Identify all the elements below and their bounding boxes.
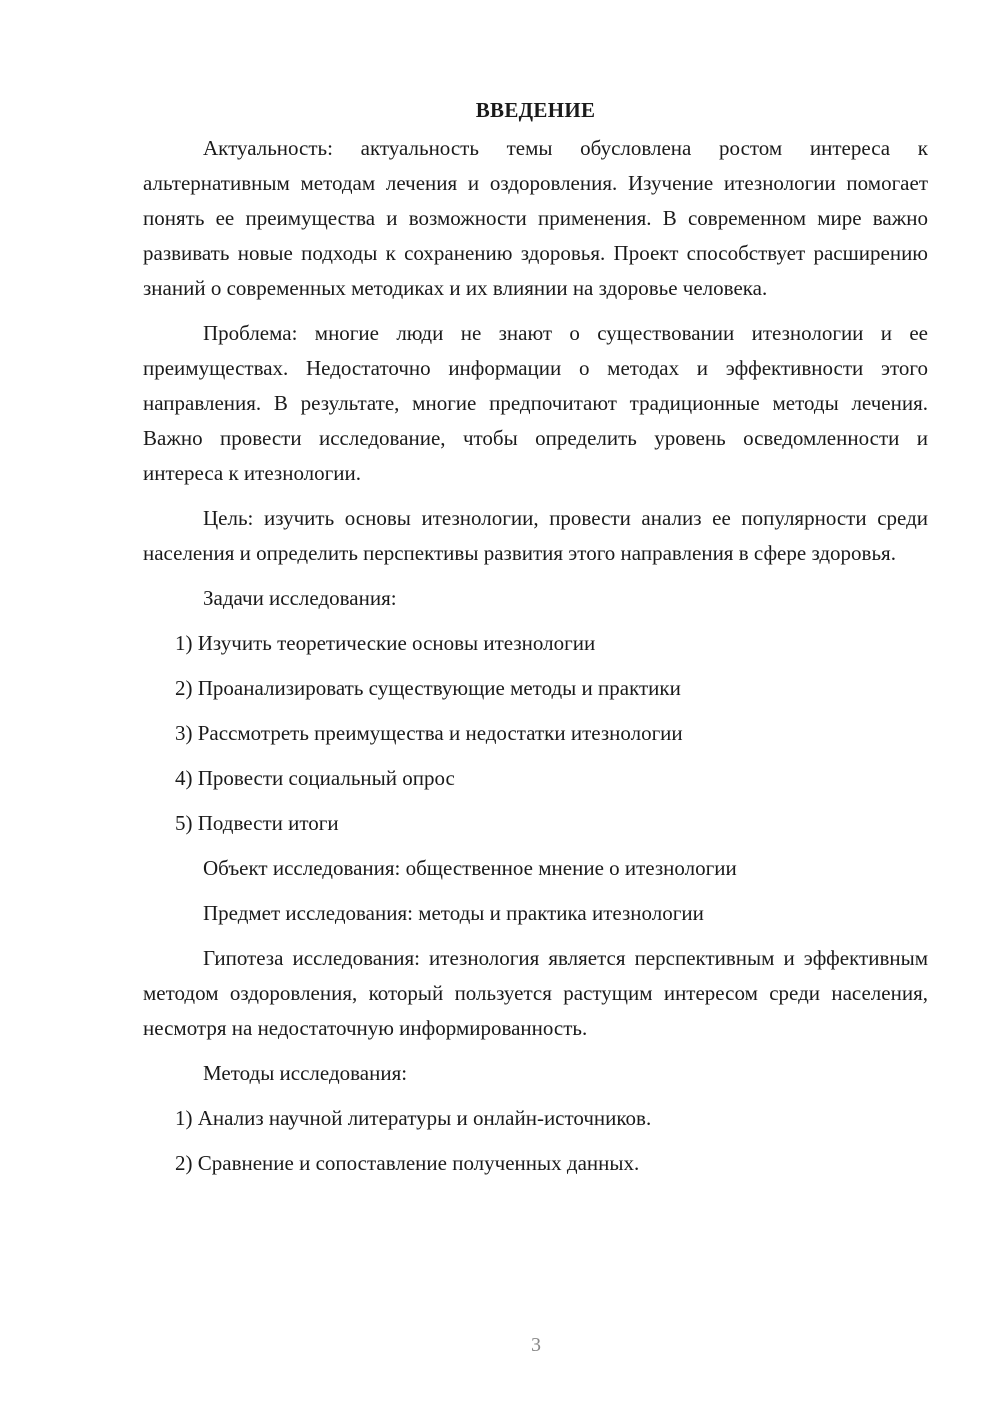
list-item: 1) Анализ научной литературы и онлайн-источников. [175,1106,652,1130]
tasks-heading: Задачи исследования: [203,586,397,610]
research-object: Объект исследования: общественное мнение о итезнологии [203,856,737,880]
list-item: 2) Проанализировать существующие методы и практики [175,676,681,700]
list-item: 3) Рассмотреть преимущества и недостатки итезнологии [175,721,683,745]
section-title: ВВЕДЕНИЕ [475,98,596,122]
hypothesis-paragraph: Гипотеза исследования: итезнология является перспективным и эффективным методом оздоровления, который пользуется растущим интересом среди населения, несмотря на недостаточную информированность. [143,946,928,1040]
page-number: 3 [531,1334,541,1356]
document-page [143,95,928,1191]
list-item: 1) Изучить теоретические основы итезнологии [175,631,596,655]
methods-list [143,1101,928,1181]
list-item: 2) Сравнение и сопоставление полученных данных. [175,1151,640,1175]
tasks-list [143,626,928,841]
relevance-paragraph: Актуальность: актуальность темы обусловлена ростом интереса к альтернативным методам лечения и оздоровления. Изучение итезнологии помогает понять ее преимущества и возможности применения. В современном мире важно развивать новые подходы к сохранению здоровья. Проект способствует расширению знаний о современных методиках и их влиянии на здоровье человека. [143,136,928,300]
methods-heading: Методы исследования: [203,1061,408,1085]
goal-paragraph: Цель: изучить основы итезнологии, провести анализ ее популярности среди населения и определить перспективы развития этого направления в сфере здоровья. [143,506,928,565]
problem-paragraph: Проблема: многие люди не знают о существовании итезнологии и ее преимуществах. Недостаточно информации о методах и эффективности этого направления. В результате, многие предпочитают традиционные методы лечения. Важно провести исследование, чтобы определить уровень осведомленности и интереса к итезнологии. [143,321,928,485]
research-subject: Предмет исследования: методы и практика итезнологии [203,901,704,925]
list-item: 4) Провести социальный опрос [175,766,455,790]
list-item: 5) Подвести итоги [175,811,339,835]
